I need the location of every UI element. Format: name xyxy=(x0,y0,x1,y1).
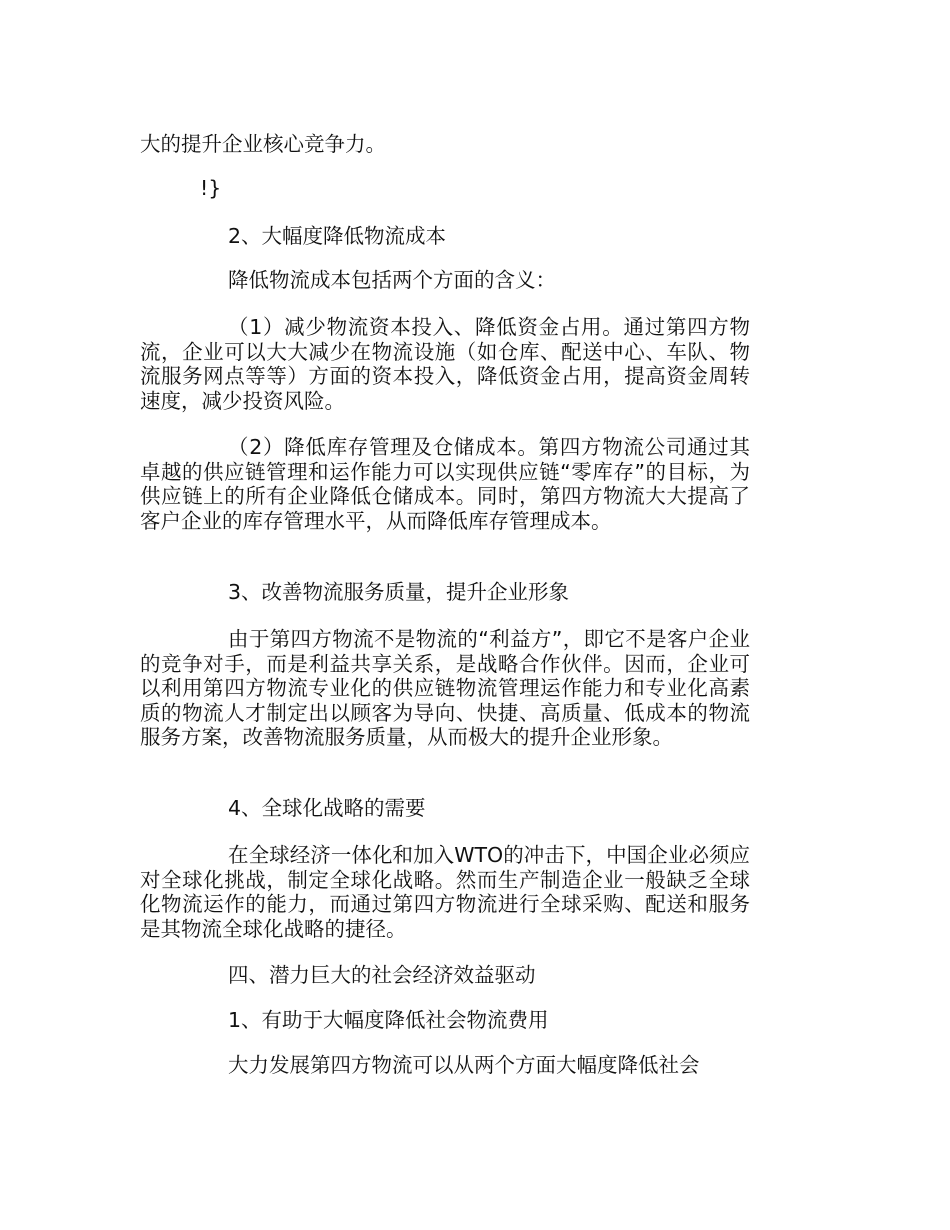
section-heading-reduce-cost: 1、有助于大幅度降低社会物流费用 xyxy=(228,1008,549,1032)
paragraph-tail: 大力发展第四方物流可以从两个方面大幅度降低社会 xyxy=(228,1053,700,1077)
section-heading-global: 4、全球化战略的需要 xyxy=(228,796,426,820)
paragraph-item-1: （1）减少物流资本投入、降低资金占用。通过第四方物流，企业可以大大减少在物流设施（如仓库、配送中心、车队、物流服务网点等等）方面的资本投入，降低资金占用，提高资金周转速度，减少投资风险。 xyxy=(140,315,750,413)
paragraph-continuation: 大的提升企业核心竞争力。 xyxy=(140,132,386,156)
section-heading-benefits: 四、潜力巨大的社会经济效益驱动 xyxy=(228,963,536,987)
stray-mark: !} xyxy=(200,176,222,200)
paragraph-item-2: （2）降低库存管理及仓储成本。第四方物流公司通过其卓越的供应链管理和运作能力可以实现供应链“零库存”的目标，为供应链上的所有企业降低仓储成本。同时，第四方物流大大提高了客户企业的库存管理水平，从而降低库存管理成本。 xyxy=(140,435,750,533)
section-heading-cost: 2、大幅度降低物流成本 xyxy=(228,224,447,248)
paragraph-service: 由于第四方物流不是物流的“利益方”，即它不是客户企业的竞争对手，而是利益共享关系，是战略合作伙伴。因而，企业可以利用第四方物流专业化的供应链物流管理运作能力和专业化高素质的物流人才制定出以顾客为导向、快捷、高质量、低成本的物流服务方案，改善物流服务质量，从而极大的提升企业形象。 xyxy=(140,627,750,749)
section-heading-service: 3、改善物流服务质量，提升企业形象 xyxy=(228,580,570,604)
paragraph-intro-cost: 降低物流成本包括两个方面的含义： xyxy=(228,268,556,292)
paragraph-global: 在全球经济一体化和加入WTO的冲击下，中国企业必须应对全球化挑战，制定全球化战略。然而生产制造企业一般缺乏全球化物流运作的能力，而通过第四方物流进行全球采购、配送和服务是其物流全球化战略的捷径。 xyxy=(140,843,750,941)
